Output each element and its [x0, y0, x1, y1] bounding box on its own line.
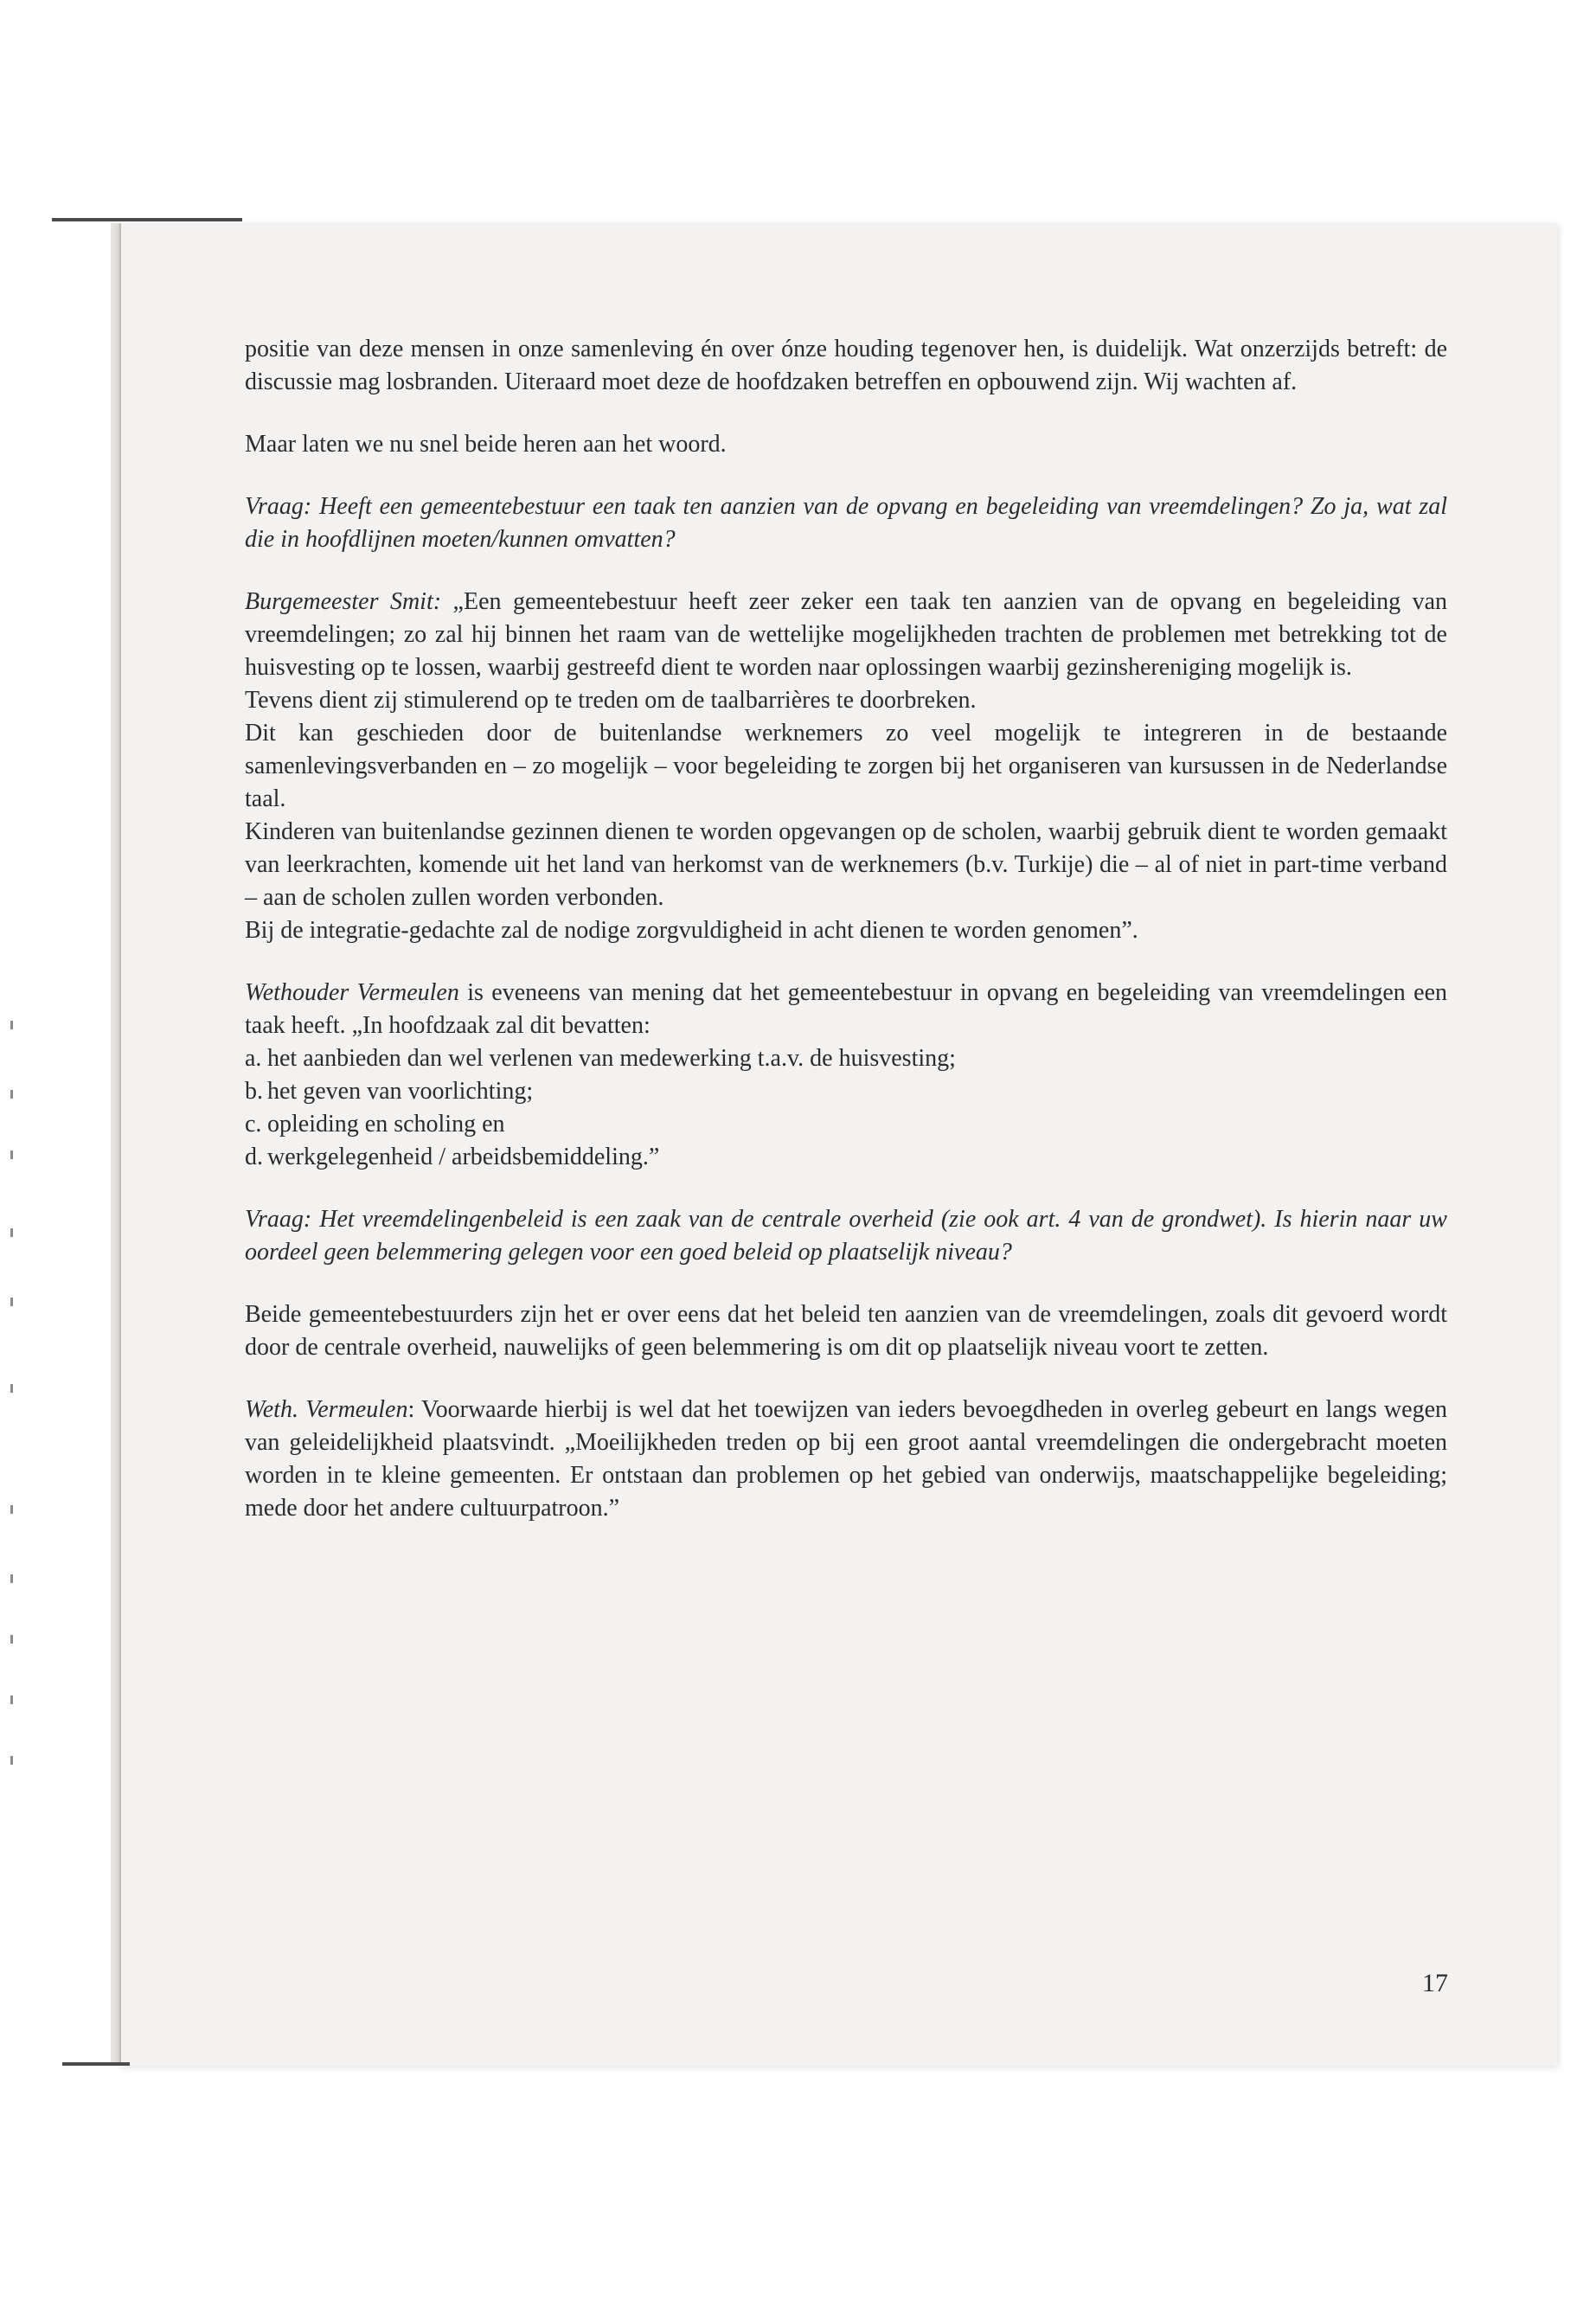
vermeulen-list	[245, 1042, 1447, 1174]
margin-marks	[7, 1021, 24, 1799]
answer-vermeulen-text: is eveneens van mening dat het gemeentebestuur in opvang en begeleiding van vreemdelingen een taak heeft. „In hoofdzaak zal dit bevatten:	[245, 979, 1447, 1039]
answer-weth-vermeulen	[245, 1394, 1447, 1525]
page-edge-bottom	[62, 2062, 130, 2066]
list-item: a. het aanbieden dan wel verlenen van medewerking t.a.v. de huisvesting;	[245, 1045, 956, 1072]
answer-smit-4: Kinderen van buitenlandse gezinnen dienen te worden opgevangen op de scholen, waarbij gebruik dient te worden gemaakt van leerkrachten, komende uit het land van herkomst van de werknemers (b.v. Turkije) die – al of niet in part-time verband – aan de scholen zullen worden verbonden.	[245, 818, 1447, 911]
question-2: Vraag: Het vreemdelingenbeleid is een zaak van de centrale overheid (zie ook art. 4 van de grondwet). Is hierin naar uw oordeel geen belemmering gelegen voor een goed beleid op plaatselijk niveau?	[245, 1206, 1447, 1266]
answer-weth-text: : Voorwaarde hierbij is wel dat het toewijzen van ieders bevoegdheden in overleg gebeurt en langs wegen van geleidelijkheid plaatsvindt. „Moeilijkheden treden op bij een groot aantal vreemdelingen die ondergebracht moeten worden in te kleine gemeenten. Er ontstaan dan problemen op het gebied van onderwijs, maatschappelijke begeleiding; mede door het andere cultuurpatroon.”	[245, 1396, 1448, 1522]
answer-smit-1	[245, 586, 1447, 684]
speaker-weth-vermeulen: Weth. Vermeulen	[245, 1396, 408, 1423]
speaker-smit: Burgemeester Smit:	[245, 588, 442, 615]
paragraph-intro: positie van deze mensen in onze samenleving én over ónze houding tegenover hen, is duidelijk. Wat onzerzijds betreft: de discussie mag losbranden. Uiteraard moet deze de hoofdzaken betreffen en opbouwend zijn. Wij wachten af.	[245, 336, 1447, 395]
answer-vermeulen	[245, 977, 1447, 1042]
list-item: c. opleiding en scholing en	[245, 1111, 505, 1138]
paragraph-transition: Maar laten we nu snel beide heren aan het woord.	[245, 431, 727, 458]
answer-smit-text: „Een gemeentebestuur heeft zeer zeker een taak ten aanzien van de opvang en begeleiding van vreemdelingen; zo zal hij binnen het raam van de wettelijke mogelijkheden trachten de problemen met betrekking tot de huisvesting op te lossen, waarbij gestreefd dient te worden naar oplossingen waarbij gezinshereniging mogelijk is.	[245, 588, 1447, 681]
paragraph-agreement: Beide gemeentebestuurders zijn het er over eens dat het beleid ten aanzien van de vreemdelingen, zoals dit gevoerd wordt door de centrale overheid, nauwelijks of geen belemmering is om dit op plaatselijk niveau voort te zetten.	[245, 1301, 1447, 1361]
answer-smit-5: Bij de integratie-gedachte zal de nodige zorgvuldigheid in acht dienen te worden genomen”.	[245, 917, 1138, 944]
page-body	[245, 333, 1447, 1554]
list-item: b. het geven van voorlichting;	[245, 1078, 534, 1105]
answer-smit-3: Dit kan geschieden door de buitenlandse werknemers zo veel mogelijk te integreren in de bestaande samenlevingsverbanden en – zo mogelijk – voor begeleiding te zorgen bij het organiseren van kursussen in de Nederlandse taal.	[245, 720, 1447, 812]
answer-smit-2: Tevens dient zij stimulerend op te treden om de taalbarrières te doorbreken.	[245, 687, 977, 714]
list-item: d. werkgelegenheid / arbeidsbemiddeling.”	[245, 1144, 660, 1170]
speaker-vermeulen: Wethouder Vermeulen	[245, 979, 459, 1006]
question-1: Vraag: Heeft een gemeentebestuur een taak ten aanzien van de opvang en begeleiding van vreemdelingen? Zo ja, wat zal die in hoofdlijnen moeten/kunnen omvatten?	[245, 493, 1447, 553]
page-number: 17	[1422, 1969, 1448, 1997]
page-edge-top	[52, 218, 242, 221]
